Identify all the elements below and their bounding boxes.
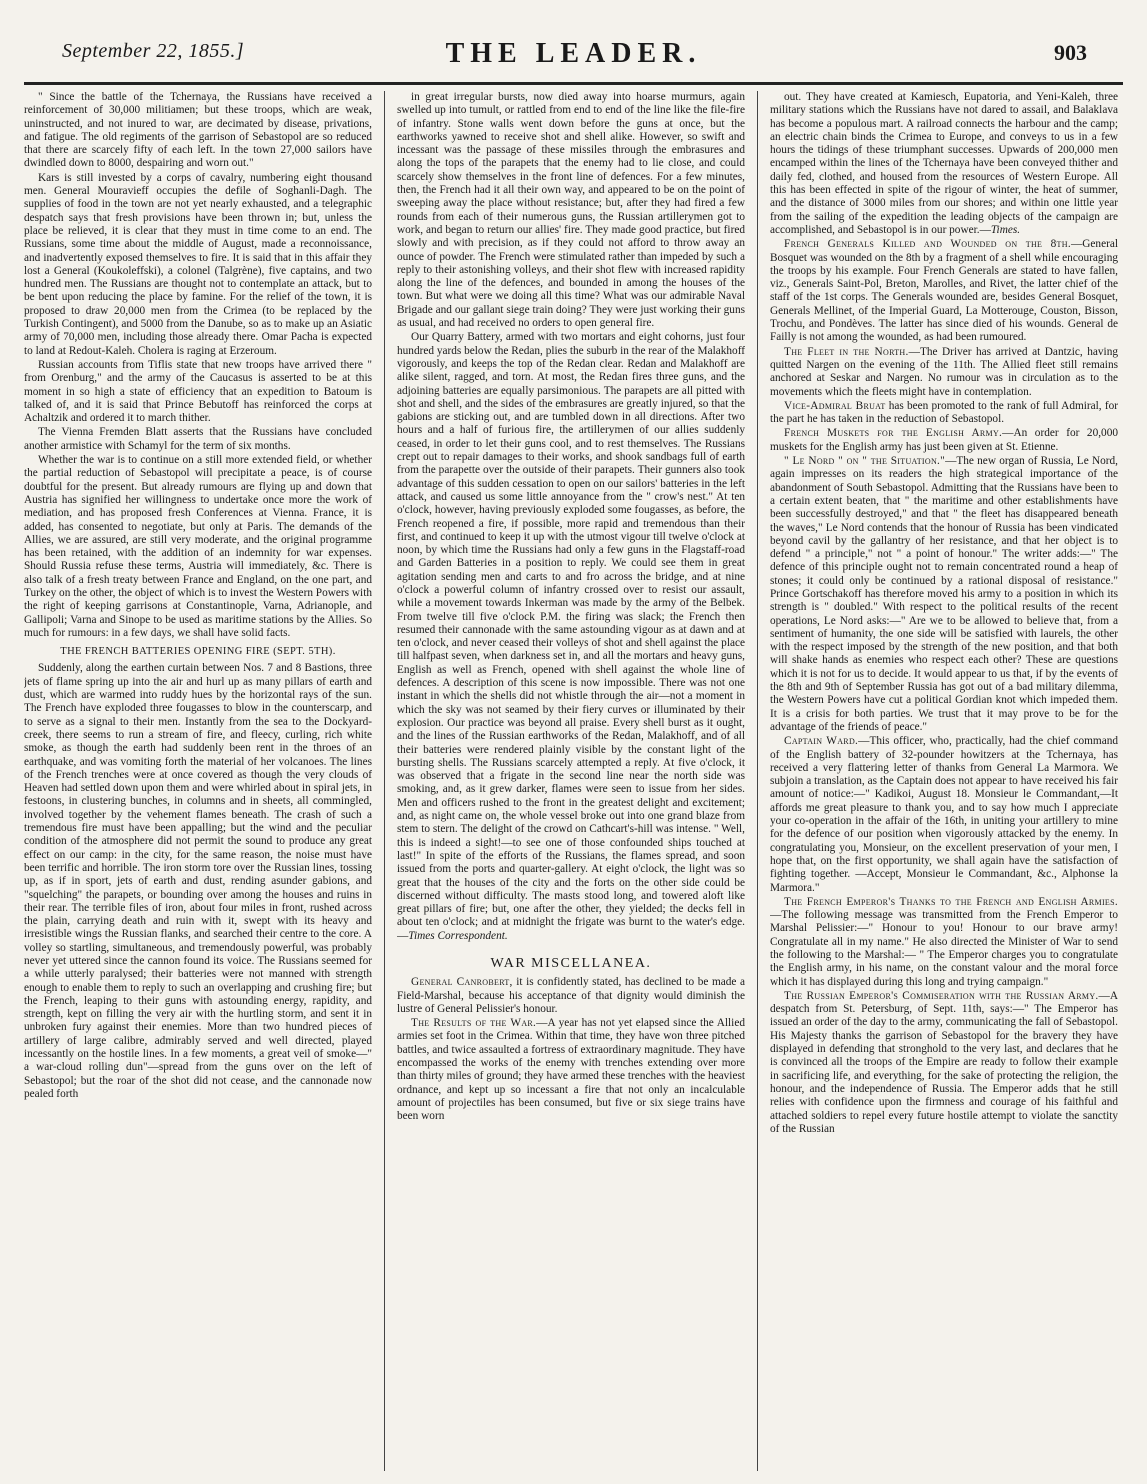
paragraph: " Since the battle of the Tchernaya, the Russians have received a reinforcement of 30,000 militiamen; but these troops, which are weak, uninstructed, and not inured to war, are decimated by disease, privations, and fatigue. The old regiments of the garrison of Sebastopol are so reduced that there are scarcely fifty of each left. In the town 27,000 sailors have dwindled down to 8000, despairing and worn out." [24, 91, 372, 170]
paragraph [770, 238, 1118, 344]
paragraph [770, 990, 1118, 1136]
byline: Times. [990, 223, 1021, 236]
paragraph [397, 331, 745, 943]
item-lead: General Canrobert, [411, 976, 513, 989]
item-lead: The Results of the War. [411, 1017, 537, 1030]
item-lead: The Russian Emperor's Commiseration with the Russian Army. [784, 989, 1099, 1002]
paragraph: Russian accounts from Tiflis state that new troops have arrived there " from Orenburg," and the army of the Caucasus is asserted to be at this moment in so high a state of efficiency that an expedition to Batoum is talked of, and it is said that Prince Bebutoff has reinforced the corps at Achaltzik and ordered it to march thither. [24, 358, 372, 425]
paragraph [770, 455, 1118, 734]
paragraph: Kars is still invested by a corps of cavalry, numbering eight thousand men. General Mouravieff occupies the defile of Soghanli-Dagh. The supplies of food in the town are not yet nearly exhausted, and a telegraphic despatch says that fresh provisions have been thrown in; but, unless the place be relieved, it is clear that they must in time come to an end. The Russians, some time about the middle of August, made a reconnoissance, and inadvertently exposed themselves to fire. It is said that in this affair they lost a General (Koukoleffski), a colonel (Talgrène), five captains, and two hundred men. The Russians are thought not to contemplate an attack, but to be bent upon reducing the place by famine. For the relief of the town, it is proposed to draw 20,000 men from the Crimea (to be replaced by the Turkish Contingent), and 5000 from the Danube, so as to make up an Asiatic army of 70,000 men, including those already there. Omar Pacha is expected to land at Redout-Kaleh. Cholera is raging at Erzeroum. [24, 171, 372, 357]
column-2 [397, 91, 745, 1471]
paragraph: in great irregular bursts, now died away into hoarse murmurs, again swelled up into tumult, or rattled from end to end of the line like the file-fire of infantry. Stone walls went down before the guns at once, but the earthworks yawned to receive shot and shell alike. However, so swift and incessant was the passage of these missiles through the embrasures and along the tops of the parapets that the enemy had to lie close, and could scarcely show themselves in the front line of defences. For a few minutes, then, the French had it all their own way, and appeared to be on the point of sweeping away the place without resistance; but, after they had fired a few rounds from each of their numerous guns, the Russian artillerymen got to work, and began to return our allies' fire. They made good practice, but fired slowly and with precision, as if they could not afford to throw away an ounce of powder. The French were stimulated rather than impeded by such a reply to their astonishing volleys, and their shot flew with increased rapidity along the line of the defences, and bounded in among the houses of the town. But what were we doing all this time? What was our admirable Naval Brigade and our gallant siege train doing? They were just working their guns as usual, and had received no orders to open general fire. [397, 91, 745, 330]
column-3 [770, 91, 1118, 1471]
item-lead: Captain Ward. [784, 735, 859, 748]
section-title: WAR MISCELLANEA. [490, 956, 652, 971]
paragraph-text: it is confidently stated, has declined to be made a Field-Marshal, because his acceptance of that dignity would diminish the lustre of General Pelissier's honour. [397, 976, 745, 1015]
paragraph: Whether the war is to continue on a still more extended field, or whether the partial reduction of Sebastopol will precipitate a peace, is of course doubtful for the present. But already rumours are flying up and down that Austria has signified her willingness to undertake once more the work of mediation, and has proposed fresh Conferences at Vienna. France, it is added, has consented to negotiate, but only at Paris. The demands of the Allies, we are assured, are still very moderate, and the original programme has been retained, with the addition of an indemnity for war expenses. Should Russia refuse these terms, Austria will immediately, &c. There is also talk of a fresh treaty between France and England, on the one part, and Turkey on the other, the object of which is to invest the Western Powers with the right of keeping garrisons at Constantinople, Varna, Adrianople, and Gallipoli; Varna and Sinope to be used as maritime stations by the Allies. So much for rumours: in a few days, we shall have solid facts. [24, 454, 372, 639]
paragraph-text: has been promoted to the rank of full Admiral, for the part he has taken in the reduction of Sebastopol. [770, 399, 1118, 426]
paragraph [770, 400, 1118, 427]
paragraph-text: out. They have created at Kamiesch, Eupatoria, and Yeni-Kaleh, three military stations which the Russians have not dared to assail, and Balaklava has become a populous mart. A railroad connects the harbour and the camp; an electric chain binds the Crimea to Europe, and conveys to us in a few hours the tidings of these triumphant successes. Upwards of 200,000 men encamped within the lines of the Tchernaya have been conveyed thither and daily fed, clothed, and housed from the resources of Western Europe. All this has been effected in spite of the rigour of winter, the heat of summer, and the distance of 3000 miles from our shores; and within one little year from the sailing of the expedition the leading objects of the campaign are accomplished, and Sebastopol is in our power.— [770, 91, 1118, 236]
masthead [24, 0, 1123, 85]
newspaper-title: THE LEADER. [445, 38, 702, 69]
item-lead: French Generals Killed and Wounded on the 8th. [784, 238, 1071, 251]
paragraph [770, 735, 1118, 895]
item-lead: Vice-Admiral Bruat [784, 399, 886, 412]
item-lead: The Fleet in the North. [784, 345, 909, 358]
column-divider [757, 91, 758, 1471]
page-number: 903 [1054, 40, 1087, 65]
paragraph [397, 976, 745, 1016]
item-lead: French Muskets for the English Army. [784, 427, 1003, 440]
paragraph [770, 427, 1118, 454]
paragraph: The Vienna Fremden Blatt asserts that the Russians have concluded another armistice with Schamyl for the term of six months. [24, 426, 372, 452]
paragraph-text: Our Quarry Battery, armed with two mortars and eight cohorns, just four hundred yards below the Redan, plies the suburb in the rear of the Malakhoff vigorously, and keeps the top of the Redan clear. Redan and Malakhoff are alike silent, ragged, and torn. At most, the Redan fires three guns, and the adjoining batteries are equally parsimonious. The parapets are all pitted with shot and shell, and the sides of the embrasures are greatly injured, so that the gabions are sticking out, and are tumbled down in all directions. After two hours and a half of furious fire, the artillerymen of our allies suddenly ceased, in order to let their guns cool, and to rest themselves. The Russians crept out to repair damages to their works, and shook sandbags full of earth from the parapette over the outside of their parapets. Their gunners also took advantage of this sudden cessation to open on our sailors' batteries in the left attack, and caused us some little annoyance from the " crow's nest." At ten o'clock, however, having previously exploded some fougasses, as before, the French reopened a fire, if possible, more rapid and tremendous than their first, and continued to keep it up with the utmost vigour till twelve o'clock at noon, by which time the Russians had only a few guns in the Flagstaff-road and Garden Batteries in a position to reply. We could see them in great agitation sending men and carts to and fro across the bridge, and at nine o'clock a powerful column of infantry crossed over to resist our assault, while a movement towards Inkerman was made by the army of the Belbek. From twelve till five o'clock P.M. the firing was slack; the French then resumed their cannonade with the same astounding vigour as at dawn and at ten o'clock, and never ceased their volleys of shot and shell against the place till halfpast seven, when darkness set in, and all the mortars and heavy guns, English as well as French, opened with shell against the whole line of defences. A description of this scene is now impossible. There was not one instant in which the shells did not whistle through the air—not a moment in which the sky was not seamed by their fiery curves or illuminated by their explosion. Our practice was beyond all praise. Every shell burst as it ought, and the lines of the Russian earthworks of the Redan, Malakhoff, and of all their batteries were rendered plainly visible by the constant light of the bursting shells. The Russians scarcely attempted a reply. At five o'clock, it was observed that a frigate in the second line near the north side was smoking, and, as it grew darker, flames were seen to issue from her sides. Men and officers rushed to the front in the greatest delight and excitement; and, as night came on, the whole vessel broke out into one grand blaze from stem to stern. The delight of the crowd on Cathcart's-hill was intense. " Well, this is indeed a sight!—to see one of those confounded ships touched at last!" In spite of the efforts of the Russians, the flames spread, and soon issued from the ports and quarter-gallery. At eight o'clock, the light was so great that the houses of the city and the forts on the other side could be discerned without difficulty. The masts stood long, and towered aloft like great pillars of fire; but, one after the other, they yielded; the decks fell in about ten o'clock; and at midnight the frigate was burnt to the water's edge.— [397, 331, 745, 942]
paragraph: Suddenly, along the earthen curtain between Nos. 7 and 8 Bastions, three jets of flame spring up into the air and hurl up as many pillars of earth and dust, which are warmed into ruddy hues by the horizontal rays of the sun. The French have exploded three fougasses to blow in the counterscarp, and to serve as a signal to their men. Instantly from the sea to the Dockyard-creek, there seems to run a stream of fire, and fleecy, curling, rich white smoke, as though the earth had suddenly been rent in the throes of an earthquake, and was vomiting forth the material of her volcanoes. The lines of the French trenches were at once covered as though the very clouds of Heaven had settled down upon them and were whirled about in spiral jets, in festoons, in clustering bunches, in columns and in sheets, all commingled, involved together by the vehement flames beneath. The crash of such a tremendous fire must have been appalling; but the wind and the peculiar condition of the atmosphere did not permit the sound to produce any great effect on our camp: in the city, for the same reason, the noise must have been terrific and horrible. The iron storm tore over the Russian lines, tossing up, as if in sport, jets of earth and dust, rending asunder gabions, and "squelching" the parapets, or bounding over among the houses and ruins in their rear. The terrible files of iron, about four miles in front, rushed across the plain, carrying death and ruin with it, swept with its heavy and irresistible wings the Russian flanks, and searched their centre to the core. A volley so startling, simultaneous, and tremendously powerful, was probably never yet uttered since the cannon found its voice. The Russians seemed for a while utterly paralysed; their batteries were not manned with strength enough to enable them to reply to such an overlapping and crushing fire; but the French, leaping to their guns with astounding energy, rapidity, and strength, kept on filling the very air with the hurtling storm, and sent it in unbroken fury against their enemies. More than two hundred pieces of artillery of large calibre, admirably served and well directed, played incessantly on the hostile lines. In a few moments, a great veil of smoke—" a war-cloud rolling dun"—spread from the guns over on the left of Sebastopol; but the roar of the shot did not cease, and the cannonade now pealed forth [24, 662, 372, 1100]
article-columns [24, 85, 1123, 1471]
paragraph-text: —A year has not yet elapsed since the Allied armies set foot in the Crimea. Within that time, they have won three pitched battles, and twice assaulted a fortress of extraordinary magnitude. They have encompassed the works of the enemy with trenches extending over more than thirty miles of ground; they have armed these trenches with the heaviest ordnance, and kept up so incessant a fire that not only an incalculable amount of projectiles has been consumed, but five or six siege trains have been worn [397, 1017, 745, 1123]
column-1 [24, 91, 372, 1471]
issue-date: September 22, 1855.] [62, 40, 245, 62]
paragraph-text: —The following message was transmitted from the French Emperor to Marshal Pelissier:—" Honour to you! Honour to our brave army! Congratulate all in my name." He also directed the Minister of War to send the following to the Marshal:— " The Emperor charges you to congratulate the English army, in his name, on the constant valour and the moral force which it has displayed during this long and trying campaign." [770, 909, 1118, 988]
paragraph-text: —An order for 20,000 muskets for the English army has just been given at St. Etienne. [770, 427, 1118, 453]
paragraph-text: —This officer, who, practically, had the chief command of the English battery of 32-pounder howitzers at the Tchernaya, has received a very flattering letter of thanks from General La Marmora. We subjoin a translation, as the Captain does not appear to have received his fair amount of notice:—" Kadikoi, August 18. Monsieur le Commandant,—It affords me great pleasure to thank you, and to say how much I appreciate your co-operation in the affair of the 16th, in uniting your artillery to mine for the defence of our position when vigorously attacked by the enemy. In congratulating you, Monsieur, on the excellent preservation of your men, I hope that, on the first opportunity, we shall again have the satisfaction of fighting together. —Accept, Monsieur le Commandant, &c., Alphonse la Marmora." [770, 735, 1118, 894]
subheading: THE FRENCH BATTERIES OPENING FIRE (SEPT. 5TH). [60, 646, 336, 658]
paragraph-text: —The Driver has arrived at Dantzic, having quitted Nargen on the evening of the 11th. The Allied fleet still remains anchored at Seskar and Nargen. No rumour was in circulation as to the movements which the fleets might have in contemplation. [770, 345, 1118, 398]
item-lead: The French Emperor's Thanks to the French and English Armies. [784, 895, 1118, 908]
byline: Times Correspondent. [408, 929, 508, 942]
paragraph [397, 1017, 745, 1123]
column-divider [384, 91, 385, 1471]
paragraph [770, 896, 1118, 989]
paragraph [770, 91, 1118, 237]
paragraph [770, 346, 1118, 399]
paragraph-text: —The new organ of Russia, Le Nord, again impresses on its readers the high strategical importance of the abandonment of South Sebastopol. Admitting that the Russians have been to a certain extent beaten, that " the maritime and other establishments have been successfully destroyed," and that " the fleet has disappeared beneath the waves," Le Nord contends that the honour of Russia has been vindicated beyond cavil by the gallantry of her resistance, and that her object is to defend " a principle," not " a point of honour." The writer adds:—" The defence of this principle ought not to remain concentrated round a heap of stones; it could only be continued by a rational disposal of resistance." Prince Gortschakoff has therefore moved his army to a position in which its strength is " doubled." With respect to the political results of the recent operations, Le Nord asks:—" Are we to be allowed to believe that, from a sentiment of humanity, the one side will be satisfied with laurels, the other with the respect imposed by the strength of the new position, and that both will shake hands as enemies who respect each other? These are questions which it is not for us to decide. It would appear to us that, if by the events of the 8th and 9th of September Russia has got out of a bad military dilemma, the Western Powers have cut a political Gordian knot which impeded them. It is a crisis for both parties. We trust that it may prove to be for the advantage of the friends of peace." [770, 455, 1118, 733]
paragraph-text: —A despatch from St. Petersburg, of Sept. 11th, says:—" The Emperor has issued an order of the day to the army, communicating the fall of Sebastopol. His Majesty thanks the garrison of Sebastopol for the bravery they have displayed in defending that stronghold to the very last, and declares that he is convinced all the troops of the Empire are ready to follow their example in sacrificing life, and everything, for the sake of protecting the religion, the honour, and the independence of Russia. The Emperor adds that he still relies with confidence upon the firmness and courage of his faithful and attached soldiers to repel every future hostile attempt to violate the sanctity of the Russian [770, 989, 1118, 1135]
item-lead: " Le Nord " on " the Situation." [784, 455, 946, 468]
paragraph-text: —General Bosquet was wounded on the 8th by a fragment of a shell while encouraging the troops by his example. Four French Generals are stated to have fallen, viz., Generals Saint-Pol, Breton, Marolles, and Rivet, the latter chief of the staff of the 1st corps. The Generals wounded are, besides General Bosquet, Generals Mellinet, of the Imperial Guard, La Motterouge, Couston, Bisson, Trochu, and Pondèves. The latter has since died of his wounds. General de Failly is not among the wounded, as had been rumoured. [770, 238, 1118, 344]
